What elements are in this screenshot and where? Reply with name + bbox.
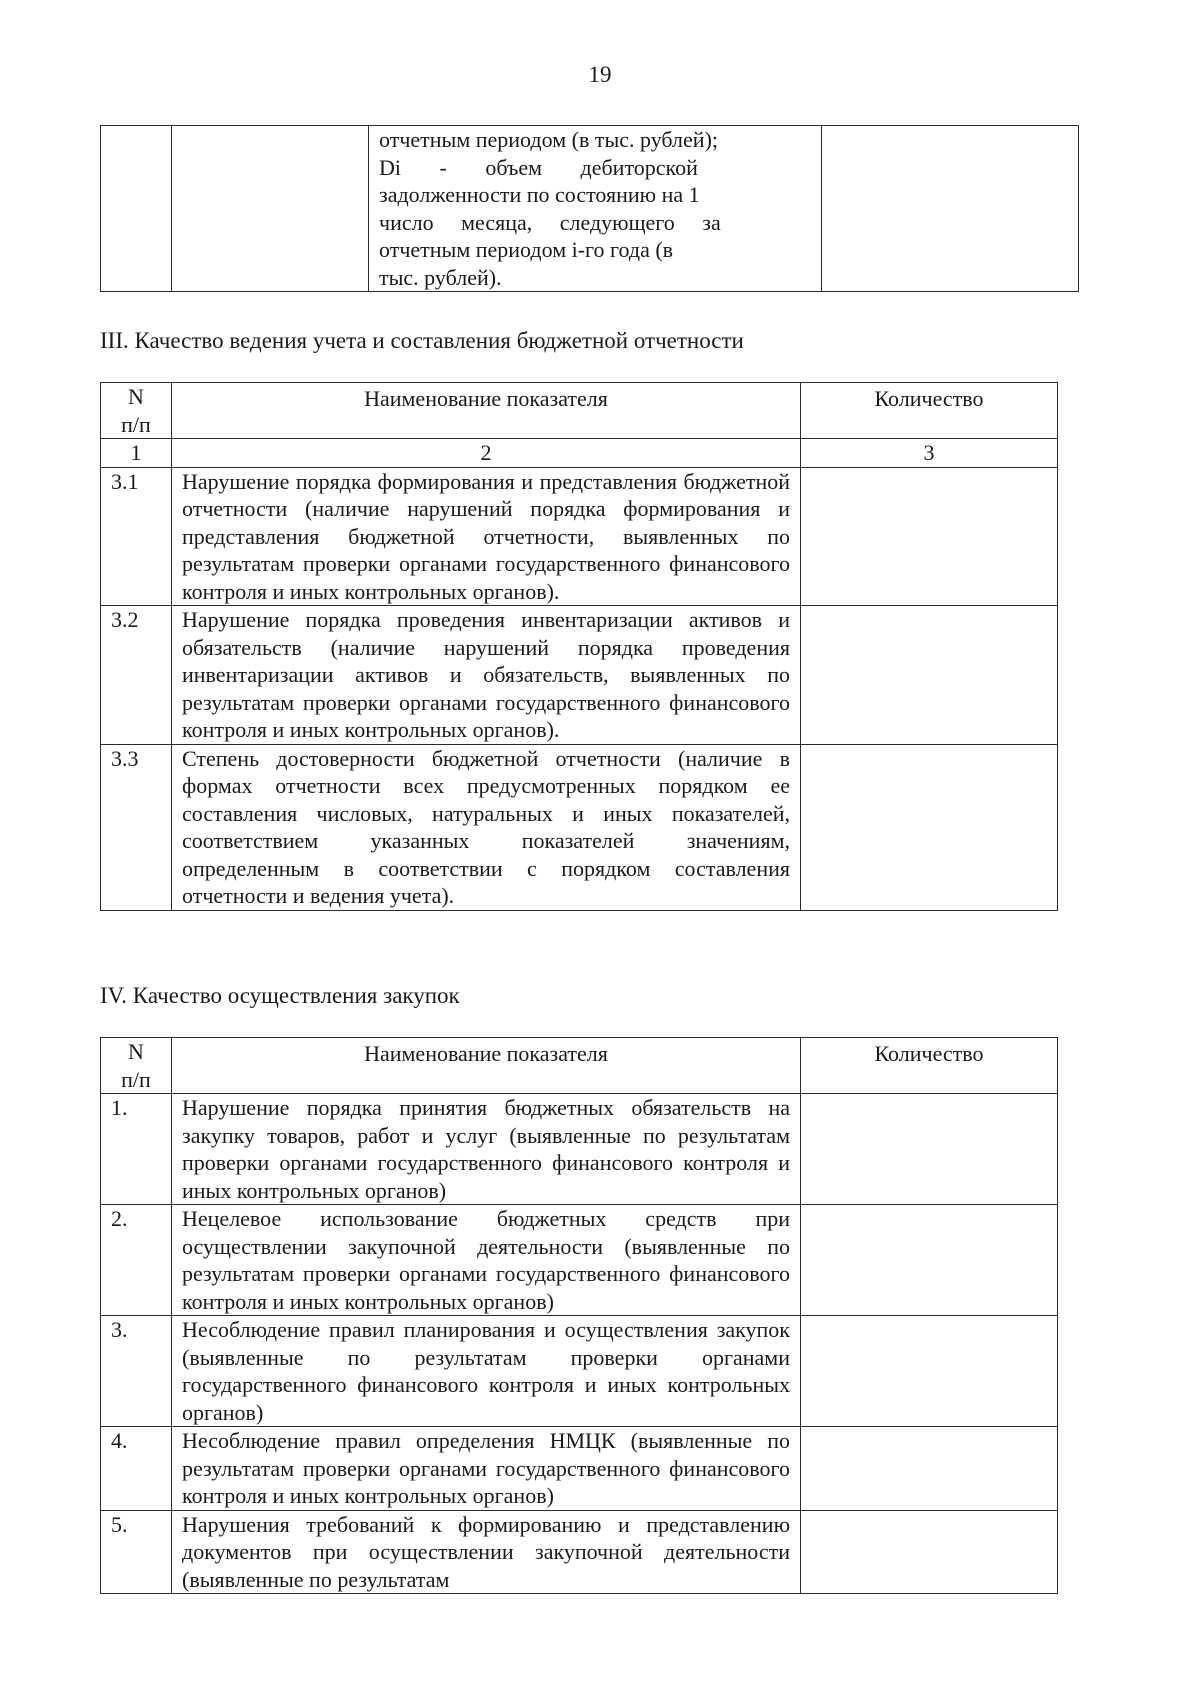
table-index-row — [101, 439, 1058, 468]
table-row — [101, 467, 1058, 606]
text-line: тыс. рублей). — [379, 264, 502, 290]
header-text: п/п — [121, 1066, 151, 1092]
table-cell — [822, 126, 1079, 292]
row-quantity — [801, 744, 1058, 910]
section-3-table — [100, 382, 1058, 911]
table-row — [101, 1316, 1058, 1427]
page-number: 19 — [588, 62, 612, 87]
row-text: Несоблюдение правил определения НМЦК (выявленные по результатам проверки органами государственного финансового контроля и иных контрольных органов) — [172, 1427, 801, 1511]
header-text: N — [128, 1039, 144, 1064]
header-text: N — [128, 384, 144, 409]
row-text: Нарушения требований к формированию и представлению документов при осуществлении закупочной деятельности (выявленные по результатам — [172, 1510, 801, 1594]
table-row — [101, 1427, 1058, 1511]
section-3-title: III. Качество ведения учета и составления бюджетной отчетности — [100, 328, 744, 353]
row-quantity — [801, 1427, 1058, 1511]
column-header-number — [101, 383, 172, 439]
row-number: 3. — [101, 1316, 172, 1427]
column-header-name: Наименование показателя — [172, 1038, 801, 1094]
row-number: 3.1 — [101, 467, 172, 606]
table-cell-text — [369, 126, 822, 292]
text-line: число месяца, следующего за — [379, 209, 721, 235]
row-text: Несоблюдение правил планирования и осуществления закупок (выявленные по результатам проверки органами государственного финансового контроля и иных контрольных органов) — [172, 1316, 801, 1427]
row-quantity — [801, 606, 1058, 745]
text-line: задолженности по состоянию на 1 — [379, 182, 700, 207]
index-cell: 3 — [801, 439, 1058, 468]
row-number: 5. — [101, 1510, 172, 1594]
text-line: отчетным периодом i-го года (в — [379, 237, 674, 262]
row-text: Нецелевое использование бюджетных средств при осуществлении закупочной деятельности (выявленные по результатам проверки органами государственного финансового контроля и иных контрольных органов) — [172, 1205, 801, 1316]
table-header-row — [101, 1038, 1058, 1094]
table-row — [101, 744, 1058, 910]
header-text: п/п — [121, 411, 151, 437]
row-number: 3.3 — [101, 744, 172, 910]
text-line: Di - объем дебиторской — [379, 154, 698, 180]
column-header-number — [101, 1038, 172, 1094]
section-4-title: IV. Качество осуществления закупок — [100, 983, 460, 1008]
text-line: отчетным периодом (в тыс. рублей); — [379, 127, 719, 152]
table-row — [101, 606, 1058, 745]
table-header-row — [101, 383, 1058, 439]
table-cell — [172, 126, 369, 292]
continuation-table — [100, 125, 1079, 292]
row-text: Степень достоверности бюджетной отчетности (наличие в формах отчетности всех предусмотренных порядком ее составления числовых, натуральных и иных показателей, соответствием указанных показателей значениям, определенным в соответствии с порядком составления отчетности и ведения учета). — [172, 744, 801, 910]
row-text: Нарушение порядка проведения инвентаризации активов и обязательств (наличие нарушений порядка проведения инвентаризации активов и обязательств, выявленных по результатам проверки органами государственного финансового контроля и иных контрольных органов). — [172, 606, 801, 745]
row-number: 3.2 — [101, 606, 172, 745]
table-row — [101, 126, 1079, 292]
row-quantity — [801, 1205, 1058, 1316]
index-cell: 1 — [101, 439, 172, 468]
section-4-table — [100, 1037, 1058, 1594]
row-number: 2. — [101, 1205, 172, 1316]
row-quantity — [801, 1094, 1058, 1205]
table-row — [101, 1094, 1058, 1205]
table-cell — [101, 126, 172, 292]
row-quantity — [801, 467, 1058, 606]
column-header-name: Наименование показателя — [172, 383, 801, 439]
row-quantity — [801, 1510, 1058, 1594]
row-text: Нарушение порядка принятия бюджетных обязательств на закупку товаров, работ и услуг (выявленные по результатам проверки органами государственного финансового контроля и иных контрольных органов) — [172, 1094, 801, 1205]
row-quantity — [801, 1316, 1058, 1427]
row-number: 4. — [101, 1427, 172, 1511]
column-header-quantity: Количество — [801, 1038, 1058, 1094]
row-number: 1. — [101, 1094, 172, 1205]
column-header-quantity: Количество — [801, 383, 1058, 439]
index-cell: 2 — [172, 439, 801, 468]
table-row — [101, 1205, 1058, 1316]
table-row — [101, 1510, 1058, 1594]
row-text: Нарушение порядка формирования и представления бюджетной отчетности (наличие нарушений порядка формирования и представления бюджетной отчетности, выявленных по результатам проверки органами государственного финансового контроля и иных контрольных органов). — [172, 467, 801, 606]
